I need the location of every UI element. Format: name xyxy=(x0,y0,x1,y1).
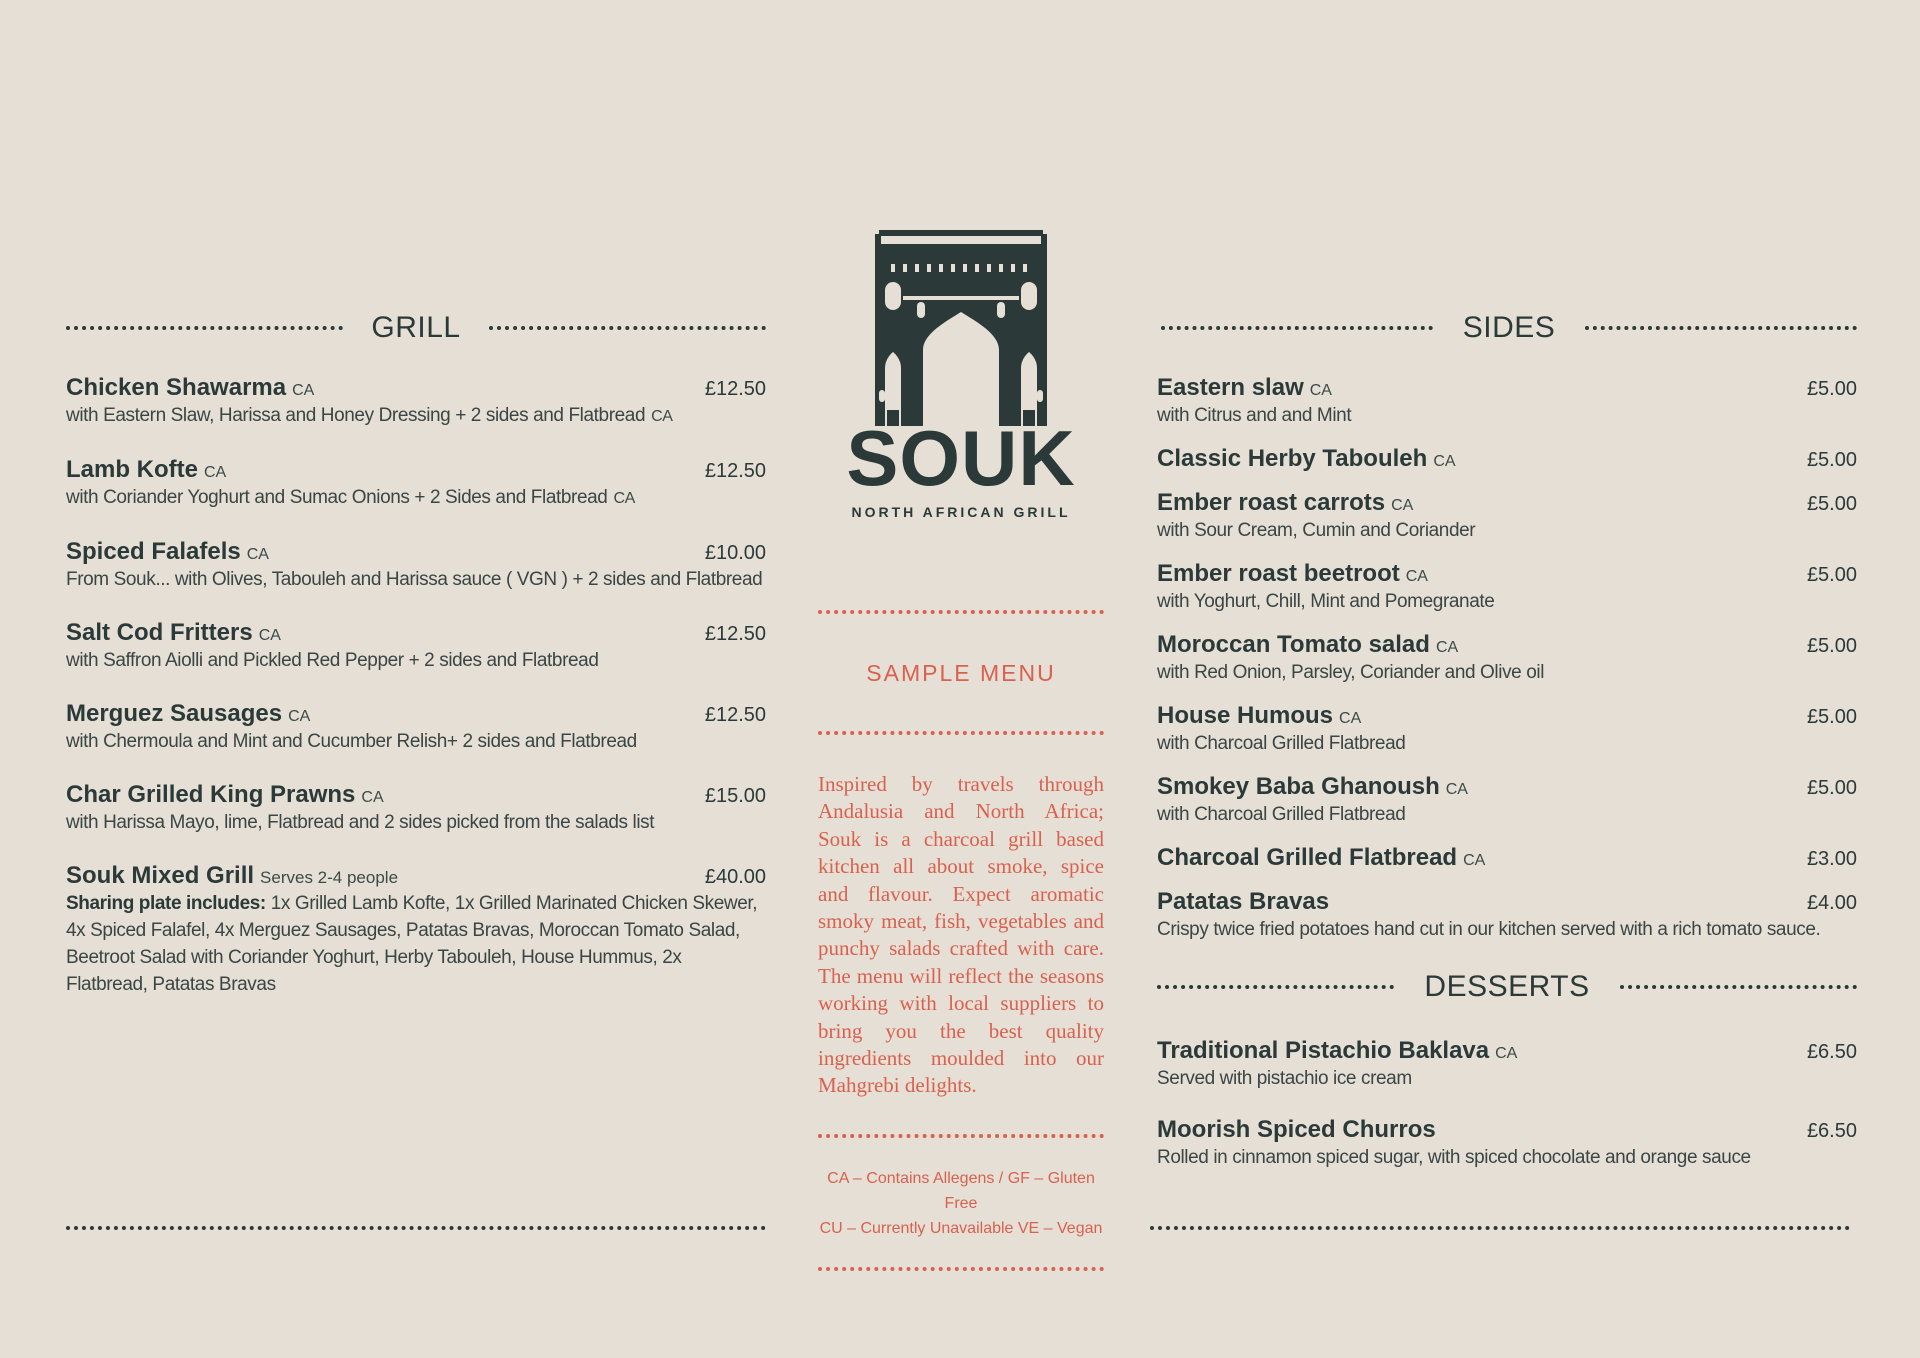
item-description xyxy=(1157,659,1857,686)
description-text: with Eastern Slaw, Harissa and Honey Dressing + 2 sides and Flatbread xyxy=(66,405,646,426)
menu-item xyxy=(1157,445,1857,473)
sides-header xyxy=(1157,300,1857,356)
allergen-tag: CA xyxy=(1463,852,1486,869)
allergen-tag: CA xyxy=(361,789,384,806)
menu-item xyxy=(66,619,766,674)
item-price: £10.00 xyxy=(704,542,766,564)
grill-items xyxy=(66,374,766,836)
description-text: with Yoghurt, Chill, Mint and Pomegranate xyxy=(1157,591,1495,612)
allergen-tag: CA xyxy=(1391,497,1414,514)
item-name: House Humous xyxy=(1157,702,1334,729)
sides-desserts-column xyxy=(1157,300,1857,1195)
description-text: with Red Onion, Parsley, Coriander and Olive oil xyxy=(1157,662,1545,683)
item-description xyxy=(1157,1144,1857,1171)
description-text: with Saffron Aiolli and Pickled Red Pepper + 2 sides and Flatbread xyxy=(66,650,599,671)
logo-wordmark: SOUK xyxy=(846,414,1076,502)
allergen-tag: CA xyxy=(1309,382,1332,399)
bottom-divider-left xyxy=(66,1226,766,1230)
menu-item xyxy=(1157,560,1857,615)
item-description xyxy=(1157,402,1857,429)
allergen-tag: CA xyxy=(1433,453,1456,470)
item-name: Ember roast carrots xyxy=(1157,489,1386,516)
item-description xyxy=(66,566,766,593)
grill-title: GRILL xyxy=(371,311,461,344)
allergen-tag: CA xyxy=(1405,568,1428,585)
item-description xyxy=(66,402,766,430)
divider xyxy=(818,610,1104,614)
item-description xyxy=(1157,730,1857,757)
divider xyxy=(66,326,343,330)
item-price: £5.00 xyxy=(1806,378,1857,400)
intro-paragraph: Inspired by travels through Andalusia and North Africa; Souk is a charcoal grill based kitchen all about smoke, spice and flavour. Expect aromatic smoky meat, fish, vegetables and punchy salads crafted with care. The menu will reflect the seasons working with local suppliers to bring you the best quality ingredients moulded into our Mahgrebi delights. xyxy=(818,772,1104,1098)
description-text: Served with pistachio ice cream xyxy=(1157,1068,1412,1089)
legend-line: CU – Currently Unavailable VE – Vegan xyxy=(819,1219,1103,1237)
sides-title: SIDES xyxy=(1462,311,1556,344)
divider xyxy=(1157,985,1394,989)
menu-item xyxy=(1157,1116,1857,1171)
description-text: From Souk... with Olives, Tabouleh and Harissa sauce ( VGN ) + 2 sides and Flatbread xyxy=(66,569,763,590)
sample-menu-label: SAMPLE MENU xyxy=(866,660,1056,686)
description-text: Rolled in cinnamon spiced sugar, with spiced chocolate and orange sauce xyxy=(1157,1147,1751,1168)
divider xyxy=(818,1267,1104,1271)
item-description xyxy=(1157,916,1857,943)
item-price: £5.00 xyxy=(1806,564,1857,586)
item-name: Moroccan Tomato salad xyxy=(1157,631,1430,658)
menu-item-mixed-grill xyxy=(66,862,766,998)
menu-item xyxy=(66,781,766,836)
divider xyxy=(1620,985,1857,989)
grill-column xyxy=(66,300,766,998)
serves-note: Serves 2-4 people xyxy=(260,868,399,887)
item-name: Salt Cod Fritters xyxy=(66,619,253,646)
item-name: Char Grilled King Prawns xyxy=(66,781,356,808)
item-name: Moorish Spiced Churros xyxy=(1157,1116,1436,1143)
item-price: £12.50 xyxy=(704,623,766,645)
item-price: £6.50 xyxy=(1806,1120,1857,1142)
souk-gate-logo-icon xyxy=(851,230,1071,426)
menu-item xyxy=(1157,702,1857,757)
item-price: £5.00 xyxy=(1806,706,1857,728)
menu-item xyxy=(66,456,766,512)
menu-item xyxy=(66,538,766,593)
allergen-tag: CA xyxy=(613,490,635,507)
allergen-tag: CA xyxy=(288,708,311,725)
allergen-tag: CA xyxy=(246,546,269,563)
allergen-tag: CA xyxy=(651,408,673,425)
bottom-divider-right xyxy=(1150,1226,1850,1230)
item-description xyxy=(1157,517,1857,544)
divider xyxy=(818,1134,1104,1138)
sharing-label: Sharing plate includes: xyxy=(66,893,266,914)
description-text: with Charcoal Grilled Flatbread xyxy=(1157,733,1406,754)
item-name: Charcoal Grilled Flatbread xyxy=(1157,844,1458,871)
description-text: with Citrus and and Mint xyxy=(1157,405,1352,426)
allergen-tag: CA xyxy=(204,464,227,481)
allergen-tag: CA xyxy=(1495,1045,1518,1062)
description-text: with Sour Cream, Cumin and Coriander xyxy=(1157,520,1476,541)
item-name: Smokey Baba Ghanoush xyxy=(1157,773,1440,800)
description-text: with Coriander Yoghurt and Sumac Onions + 2 Sides and Flatbread xyxy=(66,487,608,508)
item-description xyxy=(66,647,766,674)
item-name: Merguez Sausages xyxy=(66,700,283,727)
item-price: £5.00 xyxy=(1806,777,1857,799)
center-column xyxy=(818,230,1104,1271)
item-name: Lamb Kofte xyxy=(66,456,198,483)
item-price: £5.00 xyxy=(1806,449,1857,471)
item-name: Souk Mixed Grill xyxy=(66,862,255,889)
divider xyxy=(489,326,766,330)
description-text: Crispy twice fried potatoes hand cut in our kitchen served with a rich tomato sauce. xyxy=(1157,919,1821,940)
item-name: Spiced Falafels xyxy=(66,538,241,565)
allergen-tag: CA xyxy=(292,382,315,399)
logo-subtitle: NORTH AFRICAN GRILL xyxy=(851,504,1071,520)
desserts-items xyxy=(1157,1037,1857,1171)
item-name: Traditional Pistachio Baklava xyxy=(1157,1037,1490,1064)
item-price: £12.50 xyxy=(704,460,766,482)
item-price: £15.00 xyxy=(704,785,766,807)
divider xyxy=(1585,326,1857,330)
item-description xyxy=(1157,801,1857,828)
description-text: with Harissa Mayo, lime, Flatbread and 2 sides picked from the salads list xyxy=(66,812,655,833)
desserts-header xyxy=(1157,959,1857,1015)
menu-item xyxy=(1157,1037,1857,1092)
legend-line: CA – Contains Allegens / GF – Gluten Free xyxy=(827,1169,1095,1212)
menu-item xyxy=(66,700,766,755)
item-name: Classic Herby Tabouleh xyxy=(1157,445,1428,472)
menu-item xyxy=(66,374,766,430)
allergen-tag: CA xyxy=(1445,781,1468,798)
sharing-desc: 1x Grilled Lamb Kofte, 1x Grilled Marinated Chicken Skewer, 4x Spiced Falafel, 4x Merguez Sausages, Patatas Bravas, Moroccan Tomato Salad, Beetroot Salad with Coriander Yoghurt, Herby Tabouleh, House Hummus, 2x Flatbread, Patatas Bravas xyxy=(66,893,758,995)
divider xyxy=(818,731,1104,735)
allergen-tag: CA xyxy=(258,627,281,644)
grill-header xyxy=(66,300,766,356)
menu-item xyxy=(1157,888,1857,943)
menu-item xyxy=(1157,631,1857,686)
item-price: £4.00 xyxy=(1806,892,1857,914)
item-price: £3.00 xyxy=(1806,848,1857,870)
item-price: £40.00 xyxy=(704,866,766,888)
item-name: Patatas Bravas xyxy=(1157,888,1330,915)
item-name: Ember roast beetroot xyxy=(1157,560,1400,587)
allergen-tag: CA xyxy=(1339,710,1362,727)
menu-item xyxy=(1157,489,1857,544)
item-price: £5.00 xyxy=(1806,635,1857,657)
item-price: £5.00 xyxy=(1806,493,1857,515)
item-description xyxy=(66,809,766,836)
item-name: Chicken Shawarma xyxy=(66,374,287,401)
item-description xyxy=(1157,588,1857,615)
item-price: £12.50 xyxy=(704,704,766,726)
sides-items xyxy=(1157,374,1857,943)
menu-item xyxy=(1157,773,1857,828)
item-description xyxy=(66,890,766,998)
desserts-title: DESSERTS xyxy=(1424,970,1590,1003)
item-description xyxy=(66,484,766,512)
item-price: £6.50 xyxy=(1806,1041,1857,1063)
item-price: £12.50 xyxy=(704,378,766,400)
allergen-tag: CA xyxy=(1435,639,1459,656)
menu-item xyxy=(1157,374,1857,429)
description-text: with Charcoal Grilled Flatbread xyxy=(1157,804,1406,825)
divider xyxy=(1161,326,1433,330)
item-name: Eastern slaw xyxy=(1157,374,1304,401)
item-description xyxy=(1157,1065,1857,1092)
item-description xyxy=(66,728,766,755)
description-text: with Chermoula and Mint and Cucumber Relish+ 2 sides and Flatbread xyxy=(66,731,637,752)
allergen-legend xyxy=(818,1166,1104,1241)
menu-item xyxy=(1157,844,1857,872)
